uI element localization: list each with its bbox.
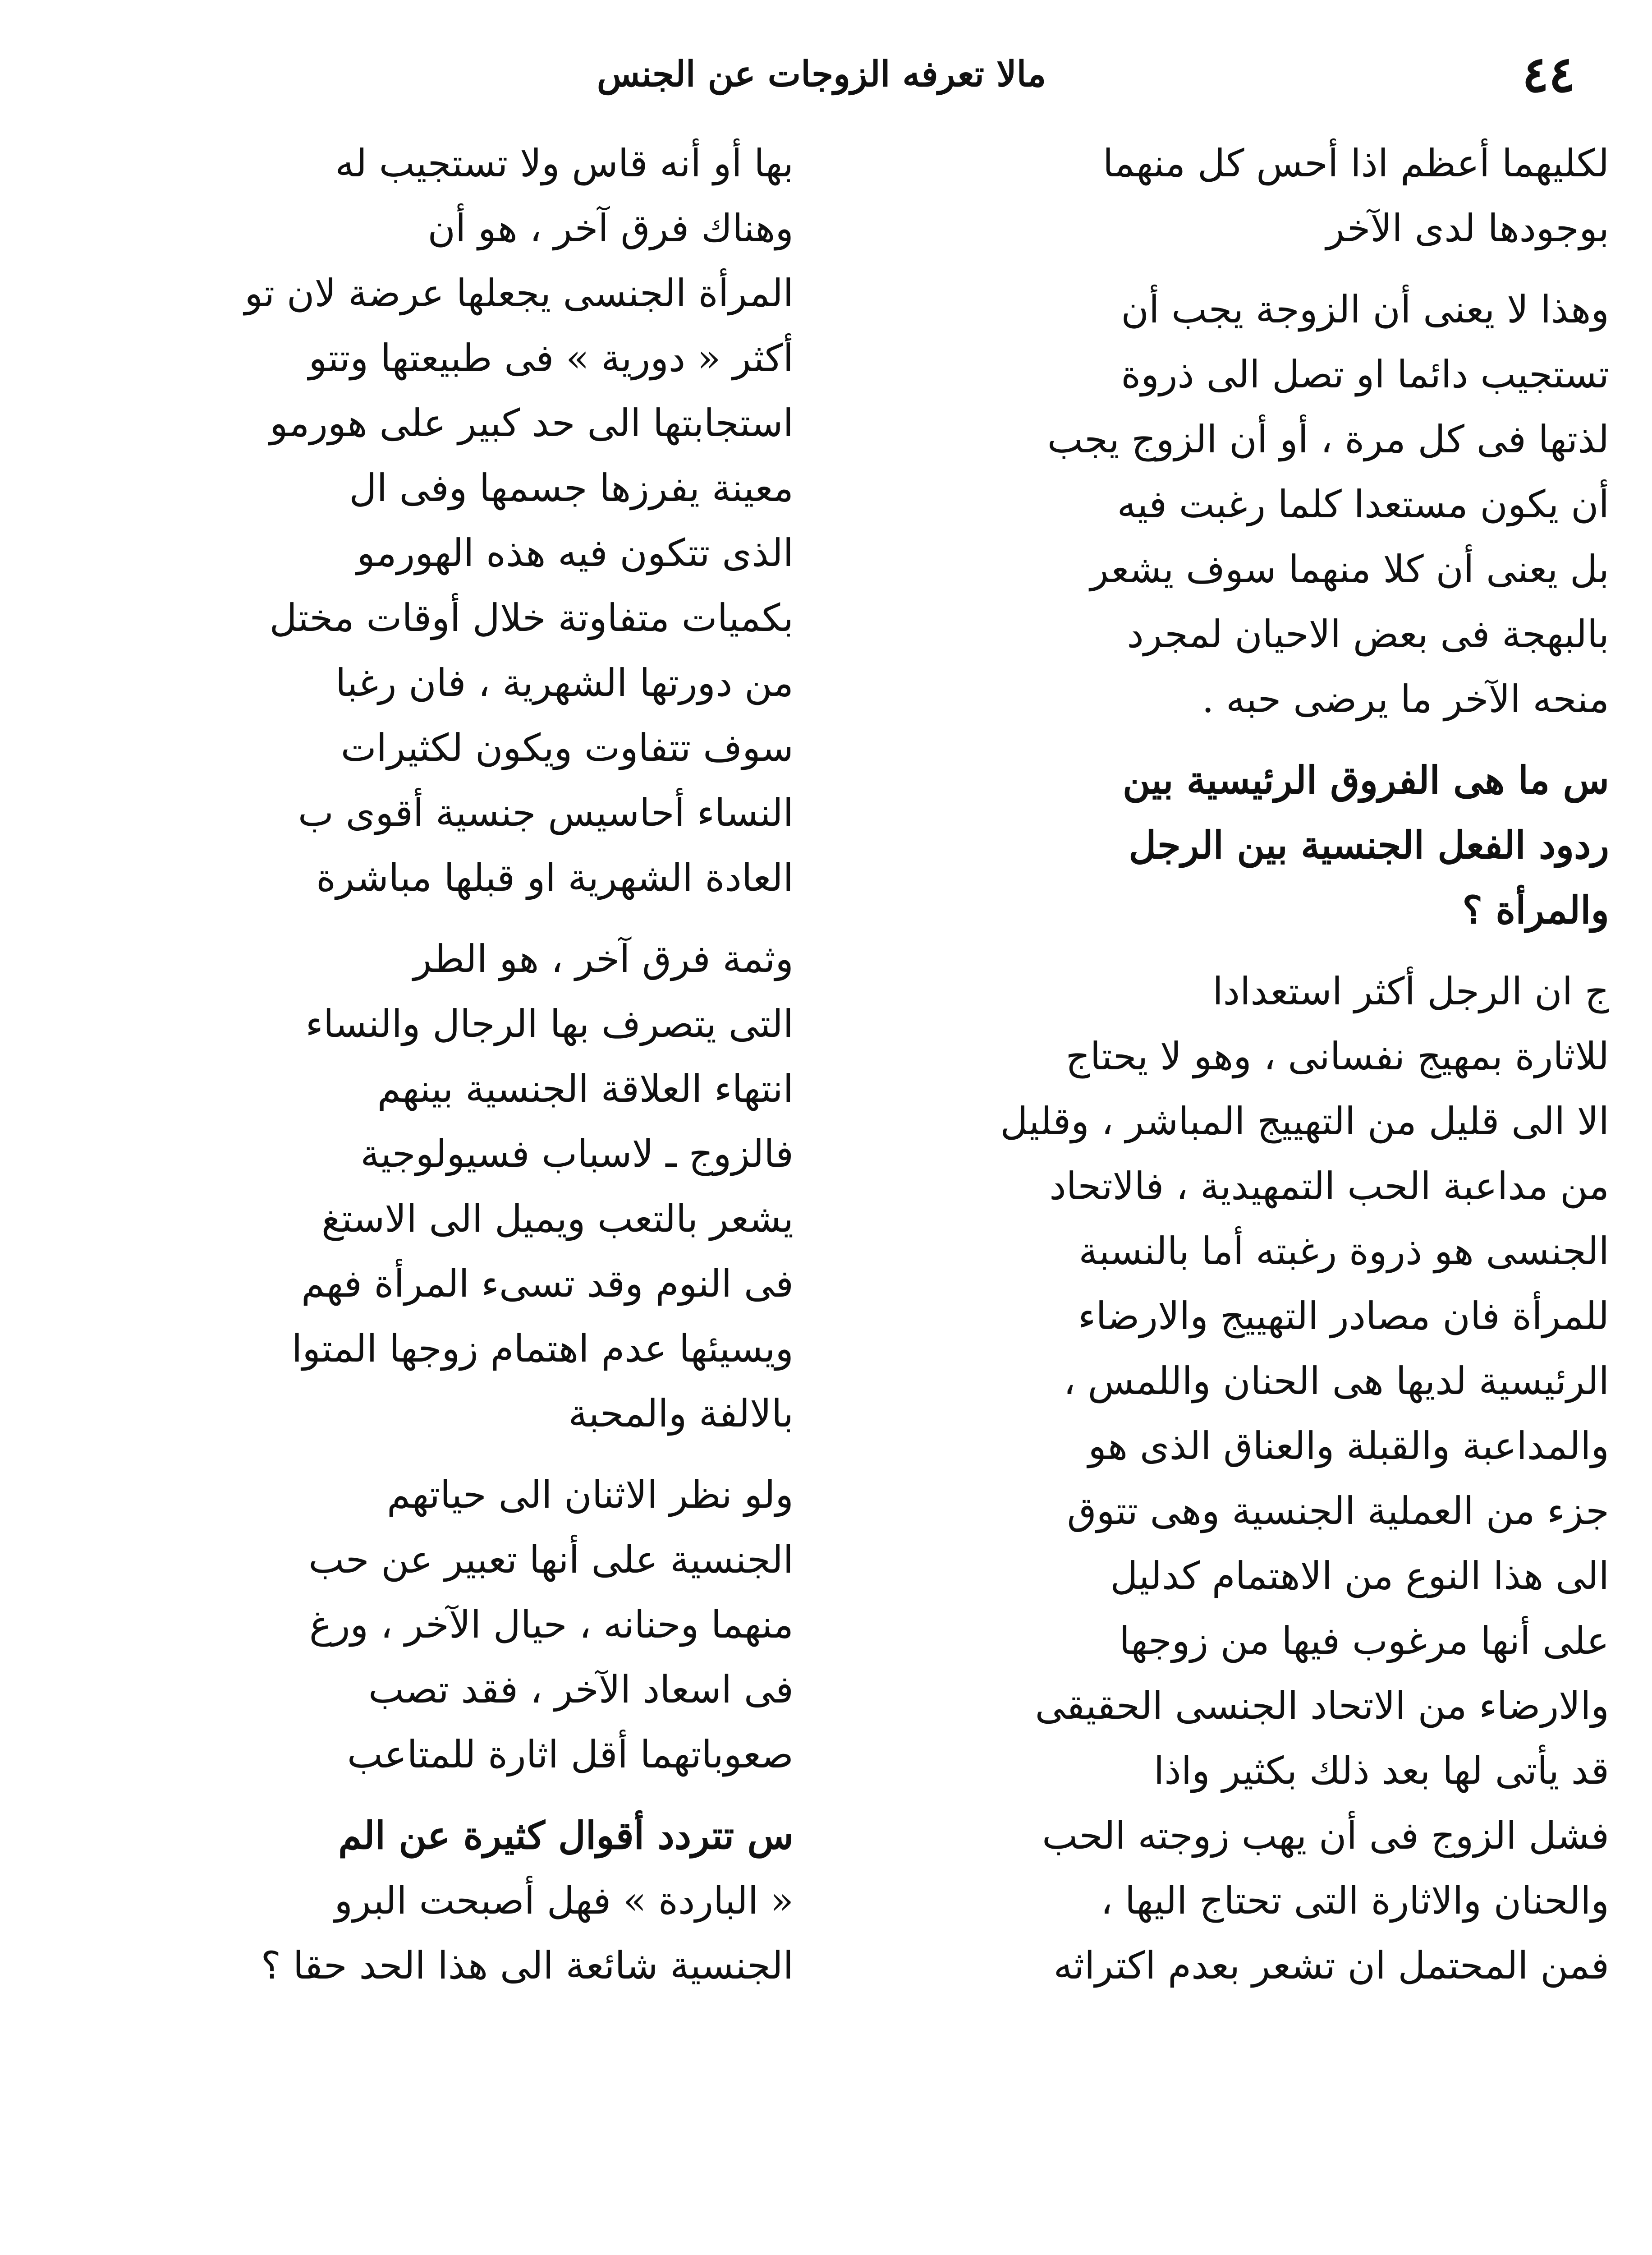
text-line: بالالفة والمحبة xyxy=(568,1391,794,1436)
text-line: منهما وحنانه ، حيال الآخر ، ورغ xyxy=(309,1602,794,1647)
text-line: ولو نظر الاثنان الى حياتهم xyxy=(386,1473,794,1517)
text-line: التى يتصرف بها الرجال والنساء xyxy=(305,1002,794,1046)
text-line: تستجيب دائما او تصل الى ذروة xyxy=(1121,352,1609,396)
text-line: الجنسية شائعة الى هذا الحد حقا ؟ xyxy=(261,1943,794,1988)
text-line: « الباردة » فهل أصبحت البرو xyxy=(334,1878,794,1923)
text-line: ج ان الرجل أكثر استعدادا xyxy=(1212,969,1609,1013)
text-line: منحه الآخر ما يرضى حبه . xyxy=(1202,677,1609,721)
text-line: الجنسية على أنها تعبير عن حب xyxy=(308,1537,794,1582)
text-line: وهذا لا يعنى أن الزوجة يجب أن xyxy=(1121,287,1609,331)
text-line: جزء من العملية الجنسية وهى تتوق xyxy=(1067,1489,1609,1533)
text-line: العادة الشهرية او قبلها مباشرة xyxy=(316,856,794,900)
text-line: المرأة الجنسى يجعلها عرضة لان تو xyxy=(244,271,794,315)
text-line: الرئيسية لديها هى الحنان واللمس ، xyxy=(1063,1359,1609,1403)
text-line: وهناك فرق آخر ، هو أن xyxy=(427,206,794,250)
text-line: قد يأتى لها بعد ذلك بكثير واذا xyxy=(1154,1749,1609,1793)
text-line: بالبهجة فى بعض الاحيان لمجرد xyxy=(1127,612,1609,656)
text-line: لكليهما أعظم اذا أحس كل منهما xyxy=(1102,141,1609,185)
text-line: يشعر بالتعب ويميل الى الاستغ xyxy=(321,1197,794,1241)
text-line: أن يكون مستعدا كلما رغبت فيه xyxy=(1117,482,1609,526)
text-line: الذى تتكون فيه هذه الهورمو xyxy=(357,531,794,575)
text-line: الا الى قليل من التهييج المباشر ، وقليل xyxy=(1000,1099,1609,1143)
text-line: وثمة فرق آخر ، هو الطر xyxy=(413,937,794,981)
text-line: بكميات متفاوتة خلال أوقات مختل xyxy=(269,596,794,640)
text-line: بوجودها لدى الآخر xyxy=(1326,206,1609,250)
text-line: والحنان والاثارة التى تحتاج اليها ، xyxy=(1101,1878,1609,1923)
right-text-column xyxy=(843,131,1609,2255)
text-line: الجنسى هو ذروة رغبته أما بالنسبة xyxy=(1078,1229,1609,1273)
left-text-column xyxy=(0,131,794,2255)
text-line: صعوباتهما أقل اثارة للمتاعب xyxy=(347,1732,794,1776)
text-line: انتهاء العلاقة الجنسية بينهم xyxy=(377,1067,794,1111)
text-line: لذتها فى كل مرة ، أو أن الزوج يجب xyxy=(1047,417,1609,461)
text-line: س ما هى الفروق الرئيسية بين xyxy=(1122,758,1609,802)
text-line: من مداعبة الحب التمهيدية ، فالاتحاد xyxy=(1049,1164,1609,1208)
text-line: فمن المحتمل ان تشعر بعدم اكتراثه xyxy=(1053,1943,1609,1988)
text-line: النساء أحاسيس جنسية أقوى ب xyxy=(298,791,794,835)
text-line: س تتردد أقوال كثيرة عن الم xyxy=(338,1813,794,1858)
text-line: استجابتها الى حد كبير على هورمو xyxy=(269,401,794,445)
text-line: ردود الفعل الجنسية بين الرجل xyxy=(1129,823,1609,867)
text-line: بها أو أنه قاس ولا تستجيب له xyxy=(335,141,794,185)
text-line: للاثارة بمهيج نفسانى ، وهو لا يحتاج xyxy=(1065,1034,1609,1078)
text-line: والارضاء من الاتحاد الجنسى الحقيقى xyxy=(1035,1684,1609,1728)
text-line: والمرأة ؟ xyxy=(1462,888,1609,932)
text-line: معينة يفرزها جسمها وفى ال xyxy=(349,466,794,510)
text-line: فشل الزوج فى أن يهب زوجته الحب xyxy=(1042,1813,1609,1858)
running-title: مالا تعرفه الزوجات عن الجنس xyxy=(597,54,1046,95)
text-line: من دورتها الشهرية ، فان رغبا xyxy=(335,661,794,705)
text-line: سوف تتفاوت ويكون لكثيرات xyxy=(340,726,794,770)
text-line: فالزوج ـ لاسباب فسيولوجية xyxy=(360,1132,794,1176)
page-header xyxy=(68,41,1575,108)
text-line: بل يعنى أن كلا منهما سوف يشعر xyxy=(1090,547,1609,591)
text-line: فى اسعاد الآخر ، فقد تصب xyxy=(368,1667,794,1712)
text-line: والمداعبة والقبلة والعناق الذى هو xyxy=(1088,1424,1609,1468)
text-line: أكثر « دورية » فى طبيعتها وتتو xyxy=(308,336,794,380)
text-line: فى النوم وقد تسىء المرأة فهم xyxy=(301,1261,794,1306)
text-line: الى هذا النوع من الاهتمام كدليل xyxy=(1110,1554,1609,1598)
text-line: على أنها مرغوب فيها من زوجها xyxy=(1119,1619,1609,1663)
page-number: ٤٤ xyxy=(1522,45,1575,103)
text-line: ويسيئها عدم اهتمام زوجها المتوا xyxy=(292,1326,794,1371)
text-line: للمرأة فان مصادر التهييج والارضاء xyxy=(1078,1294,1609,1338)
